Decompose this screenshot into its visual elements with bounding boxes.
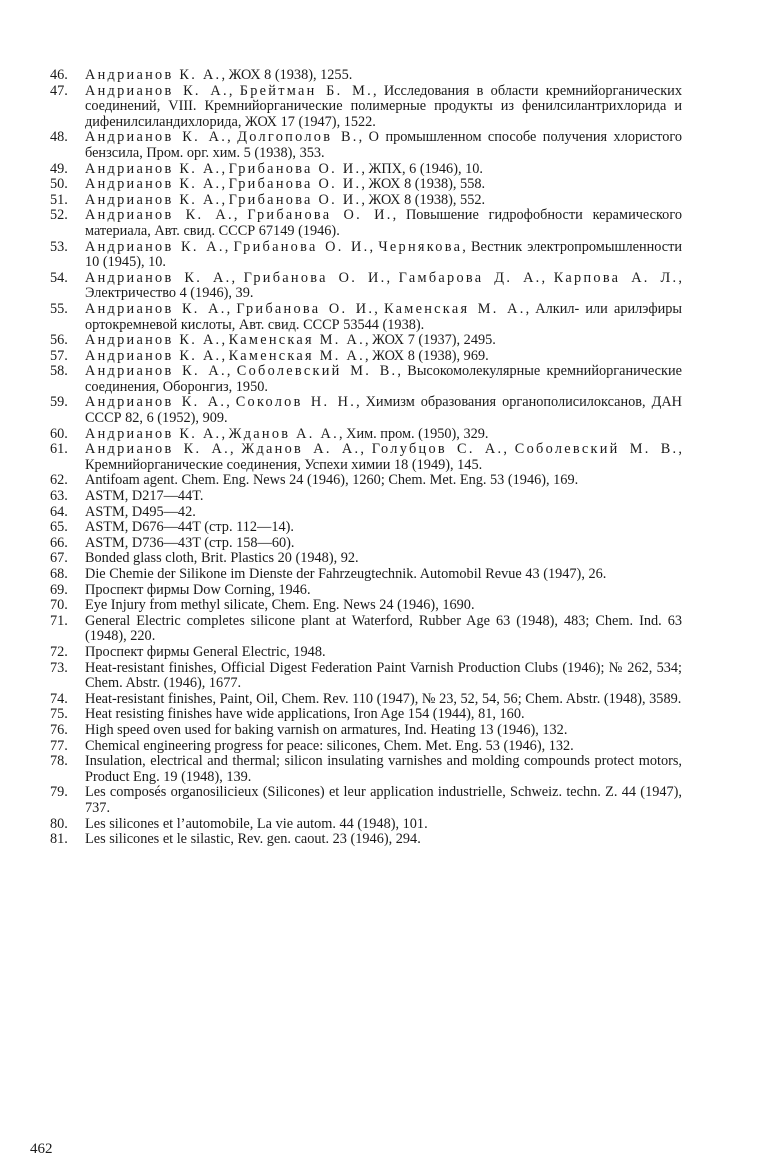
reference-number: 56. [50,332,68,349]
reference-text: , Исследования в области кремнийорганических соединений, VIII. Кремнийорганические полимерные продукты из фенилсилантрихлорида и дифенилсиландихлорида, ЖОХ 17 (1947), 1522. [85,82,682,130]
reference-item [50,661,682,692]
reference-number: 77. [50,737,68,754]
reference-text: , Повышение гидрофобности керамического материала, Авт. свид. СССР 67149 (1946). [85,207,682,239]
reference-item [50,785,682,816]
page-number: 462 [30,1141,53,1157]
reference-text: , Алкил- или арилэфиры ортокремневой кислоты, Авт. свид. СССР 53544 (1938). [85,300,682,333]
reference-text: , [224,238,234,255]
reference-item [50,817,682,833]
reference-author: Голубцов С. А. [371,441,504,458]
reference-item [50,395,682,426]
reference-number: 78. [50,753,68,770]
reference-author: Андрианов К. А. [85,425,222,442]
reference-item [50,692,682,708]
reference-author: Соболевский М. В. [236,363,398,380]
reference-author: Грибанова О. И. [228,191,362,208]
reference-author: Грибанова О. И. [228,160,362,177]
reference-number: 73. [50,659,68,676]
reference-text: , [221,332,229,349]
reference-text: , ЖОХ 8 (1938), 1255. [221,67,353,83]
reference-author: Карпова А. Л. [553,269,679,286]
reference-author: Андрианов К. А. [85,347,222,364]
reference-author: Андрианов К. А. [85,441,230,458]
reference-text: ASTM, D736—43T (стр. 158—60). [85,534,295,551]
reference-number: 46. [50,67,68,83]
reference-text: , [229,441,242,458]
reference-text: Chemical engineering progress for peace: silicones, Chem. Met. Eng. 53 (1946), 132. [85,737,574,754]
reference-text: , Вестник электропромышленности 10 (1945), 10. [85,238,682,271]
reference-list [50,68,682,848]
reference-text: ASTM, D676—44T (стр. 112—14). [85,519,294,536]
reference-item [50,707,682,723]
reference-author: Грибанова О. И. [247,207,393,224]
reference-item [50,333,682,349]
reference-author: Андрианов К. А. [85,238,225,255]
reference-author: Андрианов К. А. [85,160,222,177]
reference-number: 66. [50,534,68,551]
reference-text: , ЖОХ 8 (1938), 552. [361,191,486,208]
reference-number: 81. [50,831,68,848]
reference-item [50,520,682,536]
reference-author: Каменская М. А. [228,332,365,349]
reference-author: Соколов Н. Н. [235,394,357,411]
reference-text: Проспект фирмы Dow Corning, 1946. [85,581,311,598]
reference-text: Die Chemie der Silikone im Dienste der Fahrzeugtechnik. Automobil Revue 43 (1947), 26. [85,566,607,582]
reference-item [50,473,682,489]
reference-item [50,349,682,365]
reference-item [50,271,682,302]
reference-item [50,442,682,473]
reference-author: Андрианов К. А. [85,269,232,286]
reference-item [50,489,682,505]
reference-text: Les silicones et l’automobile, La vie autom. 44 (1948), 101. [85,815,428,832]
reference-author: Андрианов К. А. [85,191,222,208]
reference-number: 51. [50,191,68,208]
reference-text: , ЖОХ 7 (1937), 2495. [364,332,496,349]
reference-item [50,645,682,661]
reference-item [50,505,682,521]
reference-item [50,364,682,395]
reference-item [50,583,682,599]
reference-author: Каменская М. А. [384,300,526,317]
reference-author: Андрианов К. А. [85,363,227,380]
reference-text: , [374,300,384,317]
reference-author: Жданов А. А. [228,425,339,442]
reference-number: 71. [50,612,68,629]
reference-item [50,598,682,614]
reference-number: 79. [50,784,68,801]
reference-text: , ЖОХ 8 (1938), 558. [361,176,486,193]
reference-item [50,177,682,193]
reference-text: , Кремнийорганические соединения, Успехи химии 18 (1949), 145. [85,441,682,473]
reference-number: 61. [50,441,68,458]
reference-text: , [221,160,229,177]
reference-number: 60. [50,425,68,442]
reference-author: Андрианов К. А. [85,67,222,83]
reference-text: High speed oven used for baking varnish on armatures, Ind. Heating 13 (1946), 132. [85,721,568,738]
reference-author: Андрианов К. А. [85,82,229,99]
reference-number: 59. [50,394,68,411]
reference-text: , [221,191,229,208]
reference-item [50,130,682,161]
reference-text: Bonded glass cloth, Brit. Plastics 20 (1948), 92. [85,550,359,567]
reference-text: , [503,441,515,458]
reference-item [50,551,682,567]
reference-text: , [226,363,237,380]
reference-text: , [226,300,237,317]
reference-author: Жданов А. А. [241,441,361,458]
reference-number: 65. [50,519,68,536]
reference-number: 50. [50,176,68,193]
reference-text: , Высокомолекулярные кремнийорганические соединения, Оборонгиз, 1950. [85,363,682,395]
reference-text: , [386,269,399,286]
reference-text: Heat resisting finishes have wide applications, Iron Age 154 (1944), 81, 160. [85,706,525,723]
reference-author: Соболевский М. В. [514,441,679,458]
reference-author: Брейтман Б. М. [239,82,373,99]
reference-text: ASTM, D217—44T. [85,488,204,505]
reference-number: 64. [50,503,68,520]
reference-author: Грибанова О. И. [228,176,362,193]
reference-item [50,536,682,552]
reference-author: Чернякова [378,238,463,255]
reference-author: Андрианов К. А. [85,300,227,317]
reference-text: , [231,269,244,286]
reference-item [50,84,682,131]
reference-text: , Хим. пром. (1950), 329. [338,425,489,442]
reference-author: Грибанова О. И. [243,269,387,286]
reference-number: 70. [50,597,68,614]
reference-number: 80. [50,815,68,832]
reference-author: Гамбарова Д. А. [398,269,542,286]
reference-number: 48. [50,129,68,146]
reference-author: Андрианов К. А. [85,332,222,349]
reference-text: Eye Injury from methyl silicate, Chem. Eng. News 24 (1946), 1690. [85,597,475,614]
reference-item [50,240,682,271]
reference-author: Грибанова О. И. [233,238,370,255]
reference-text: , [227,129,238,146]
reference-author: Андрианов К. А. [85,207,234,224]
reference-item [50,68,682,84]
reference-item [50,723,682,739]
reference-number: 53. [50,238,68,255]
reference-number: 52. [50,207,68,224]
reference-item [50,754,682,785]
reference-number: 76. [50,721,68,738]
reference-text: , [221,347,229,364]
reference-author: Андрианов К. А. [85,129,228,146]
reference-author: Андрианов К. А. [85,176,222,193]
reference-number: 72. [50,643,68,660]
reference-text: Heat-resistant finishes, Official Digest Federation Paint Varnish Production Clubs (1946); № 262, 534; Chem. Abstr. (1946), 1677. [85,659,682,692]
reference-item [50,162,682,178]
reference-text: , [226,394,236,411]
reference-text: , ЖПХ, 6 (1946), 10. [361,160,483,177]
reference-number: 58. [50,363,68,380]
reference-text: Les composés organosilicieux (Silicones) et leur application industrielle, Schweiz. techn. Z. 44 (1947), 737. [85,784,682,816]
reference-item [50,739,682,755]
reference-text: , [221,425,229,442]
reference-text: , О промышленном способе получения хлористого бензсила, Пром. орг. хим. 5 (1938), 353. [85,129,682,161]
reference-text: , [221,176,229,193]
reference-number: 57. [50,347,68,364]
reference-number: 74. [50,690,68,707]
reference-number: 67. [50,550,68,567]
reference-number: 75. [50,706,68,723]
reference-text: , Химизм образования органополисилоксанов, ДАН СССР 82, 6 (1952), 909. [85,394,682,427]
reference-text: , ЖОХ 8 (1938), 969. [364,347,489,364]
reference-author: Андрианов К. А. [85,394,227,411]
reference-item [50,614,682,645]
reference-text: , [233,207,248,224]
reference-author: Каменская М. А. [228,347,365,364]
reference-text: Les silicones et le silastic, Rev. gen. caout. 23 (1946), 294. [85,831,421,848]
reference-number: 69. [50,581,68,598]
reference-number: 47. [50,82,68,99]
reference-number: 62. [50,472,68,489]
reference-text: , Электричество 4 (1946), 39. [85,269,682,302]
reference-item [50,427,682,443]
reference-number: 63. [50,488,68,505]
reference-text: General Electric completes silicone plant at Waterford, Rubber Age 63 (1948), 483; Chem. Ind. 63 (1948), 220. [85,612,682,645]
reference-text: Insulation, electrical and thermal; silicon insulating varnishes and molding compounds protect motors, Product Eng. 19 (1948), 139. [85,753,682,785]
reference-text: , [360,441,372,458]
reference-author: Грибанова О. И. [236,300,375,317]
reference-item [50,832,682,848]
reference-item [50,302,682,333]
reference-text: , [228,82,240,99]
reference-text: Antifoam agent. Chem. Eng. News 24 (1946), 1260; Chem. Met. Eng. 53 (1946), 169. [85,472,579,489]
reference-item [50,567,682,583]
reference-text: , [541,269,554,286]
reference-item [50,208,682,239]
reference-text: ASTM, D495—42. [85,503,196,520]
reference-item [50,193,682,209]
reference-number: 68. [50,566,68,582]
reference-text: Heat-resistant finishes, Paint, Oil, Chem. Rev. 110 (1947), № 23, 52, 54, 56; Chem. Abstr. (1948), 3589. [85,690,682,707]
reference-number: 55. [50,300,68,317]
reference-number: 49. [50,160,68,177]
reference-text: , [369,238,379,255]
reference-author: Долгополов В. [237,129,359,146]
reference-text: Проспект фирмы General Electric, 1948. [85,643,326,660]
reference-number: 54. [50,269,68,286]
